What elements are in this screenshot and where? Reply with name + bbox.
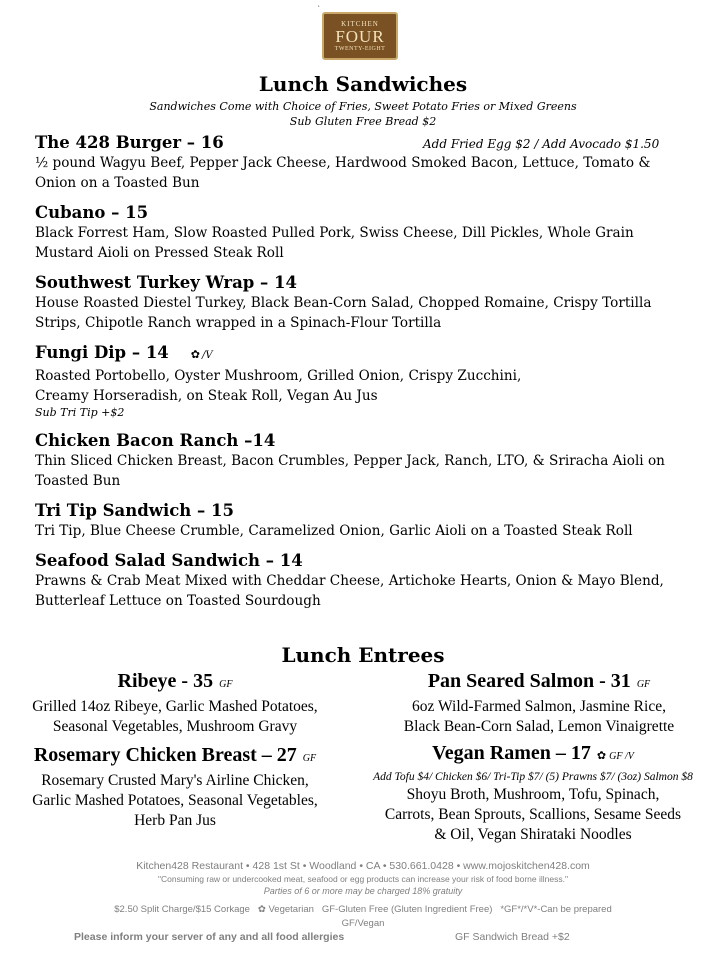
item-description: Toasted Bun (35, 473, 121, 489)
item-description: Black Forrest Ham, Slow Roasted Pulled Pork, Swiss Cheese, Dill Pickles, Whole Grain (35, 225, 634, 241)
diet-tag: GF /V (609, 751, 634, 762)
menu-item-tri-tip-sandwich (35, 501, 695, 541)
item-description: Thin Sliced Chicken Breast, Bacon Crumbles, Pepper Jack, Ranch, LTO, & Sriracha Aioli on (35, 453, 665, 469)
gf-tag: GF (636, 679, 651, 690)
item-name: Tri Tip Sandwich – 15 (35, 501, 234, 520)
gluten-free-bread-note: Sub Gluten Free Bread $2 (289, 115, 437, 128)
entrees-title: Lunch Entrees (281, 643, 445, 667)
vegetarian-icon: ✿ (257, 904, 266, 915)
entree-description: 6oz Wild-Farmed Salmon, Jasmine Rice, (412, 698, 666, 715)
entree-name-text: Ribeye - 35 (117, 670, 214, 692)
gf-tag: GF (219, 679, 233, 690)
diet-mark: /V (202, 350, 213, 361)
entree-description: Grilled 14oz Ribeye, Garlic Mashed Potatoes, (32, 698, 318, 715)
item-name: The 428 Burger – 16 (35, 133, 224, 152)
food-safety-warning: "Consuming raw or undercooked meat, seafood or egg products can increase your risk of food borne illness." (157, 874, 568, 884)
entree-name-text: Vegan Ramen – 17 (432, 742, 591, 764)
logo-line-1: KITCHEN (341, 19, 379, 28)
menu-item-southwest-turkey-wrap (35, 273, 695, 333)
gratuity-note: Parties of 6 or more may be charged 18% gratuity (263, 886, 463, 896)
item-description: House Roasted Diestel Turkey, Black Bean-Corn Salad, Chopped Romaine, Crispy Tortilla (35, 295, 652, 311)
item-description: Onion on a Toasted Bun (35, 175, 200, 191)
entree-description: & Oil, Vegan Shirataki Noodles (434, 826, 632, 843)
legend-gluten-free: GF-Gluten Free (Gluten Ingredient Free) (321, 904, 493, 915)
vegetarian-icon: ✿ (190, 348, 200, 361)
entree-name (8, 743, 342, 771)
menu-item-fungi-dip (35, 343, 695, 420)
entree-description: Shoyu Broth, Mushroom, Tofu, Spinach, (406, 786, 660, 803)
legend-vegetarian: Vegetarian (268, 904, 314, 915)
legend-gf-vegan: GF/Vegan (341, 918, 385, 929)
item-description: Creamy Horseradish, on Steak Roll, Vegan Au Jus (35, 388, 378, 404)
entree-name-text: Rosemary Chicken Breast – 27 (33, 744, 297, 766)
restaurant-address: Kitchen428 Restaurant • 428 1st St • Woodland • CA • 530.661.0428 • www.mojoskitchen428.com (136, 860, 590, 872)
sandwiches-title: Lunch Sandwiches (258, 72, 468, 96)
menu-item-cubano (35, 203, 695, 263)
item-description: Butterleaf Lettuce on Toasted Sourdough (35, 593, 321, 609)
item-name: Cubano – 15 (35, 203, 149, 222)
legend-can-be-prepared: *GF*/*V*-Can be prepared (500, 904, 612, 915)
item-description: Prawns & Crab Meat Mixed with Cheddar Cheese, Artichoke Hearts, Onion & Mayo Blend, (35, 573, 664, 589)
allergy-notice: Please inform your server of any and all food allergies (74, 931, 345, 943)
entree-vegan-ramen (346, 741, 720, 845)
item-name: Chicken Bacon Ranch –14 (35, 431, 276, 450)
entree-description: Black Bean-Corn Salad, Lemon Vinaigrette (403, 718, 675, 735)
entree-addons: Add Tofu $4/ Chicken $6/ Tri-Tip $7/ (5) Prawns $7/ (3oz) Salmon $8 (373, 771, 693, 783)
sandwiches-subtitle: Sandwiches Come with Choice of Fries, Sweet Potato Fries or Mixed Greens (149, 100, 577, 113)
entree-description: Herb Pan Jus (134, 812, 216, 829)
item-description: Roasted Portobello, Oyster Mushroom, Grilled Onion, Crispy Zucchini, (35, 368, 522, 384)
item-name-text: Fungi Dip – 14 (35, 343, 169, 362)
entree-description: Rosemary Crusted Mary's Airline Chicken, (41, 772, 309, 789)
item-description: Tri Tip, Blue Cheese Crumble, Caramelized Onion, Garlic Aioli on a Toasted Steak Roll (35, 523, 633, 539)
item-description: Mustard Aioli on Pressed Steak Roll (35, 245, 284, 261)
logo-mark: ` (317, 5, 321, 14)
item-name (35, 343, 695, 366)
item-name: Seafood Salad Sandwich – 14 (35, 551, 303, 570)
entree-rosemary-chicken (8, 743, 342, 831)
entree-description: Carrots, Bean Sprouts, Scallions, Sesame Seeds (384, 806, 682, 823)
restaurant-logo (322, 12, 398, 60)
item-name: Southwest Turkey Wrap – 14 (35, 273, 298, 292)
entree-name (10, 669, 340, 697)
entree-description: Seasonal Vegetables, Mushroom Gravy (52, 718, 298, 735)
entree-description: Garlic Mashed Potatoes, Seasonal Vegetables, (32, 792, 318, 809)
menu-item-chicken-bacon-ranch (35, 431, 695, 491)
item-description: ½ pound Wagyu Beef, Pepper Jack Cheese, Hardwood Smoked Bacon, Lettuce, Tomato & (35, 155, 651, 171)
menu-item-seafood-salad-sandwich (35, 551, 695, 611)
vegetarian-icon: ✿ (596, 750, 607, 762)
logo-line-3: TWENTY-EIGHT (334, 45, 386, 52)
entree-name-text: Pan Seared Salmon - 31 (427, 670, 631, 692)
entree-ribeye (10, 669, 340, 737)
gf-tag: GF (302, 753, 317, 764)
item-note: Sub Tri Tip +$2 (35, 406, 125, 419)
logo-line-2: FOUR (335, 26, 385, 46)
burger-addon-note: Add Fried Egg $2 / Add Avocado $1.50 (423, 137, 660, 151)
menu-item-428-burger (35, 133, 695, 193)
item-description: Strips, Chipotle Ranch wrapped in a Spinach-Flour Tortilla (35, 315, 442, 331)
entree-pan-seared-salmon (358, 669, 720, 737)
gf-bread-note: GF Sandwich Bread +$2 (455, 931, 570, 943)
legend-line (0, 904, 726, 915)
legend-charges: $2.50 Split Charge/$15 Corkage (114, 904, 250, 915)
entree-name (358, 669, 720, 697)
entree-name (346, 741, 720, 769)
